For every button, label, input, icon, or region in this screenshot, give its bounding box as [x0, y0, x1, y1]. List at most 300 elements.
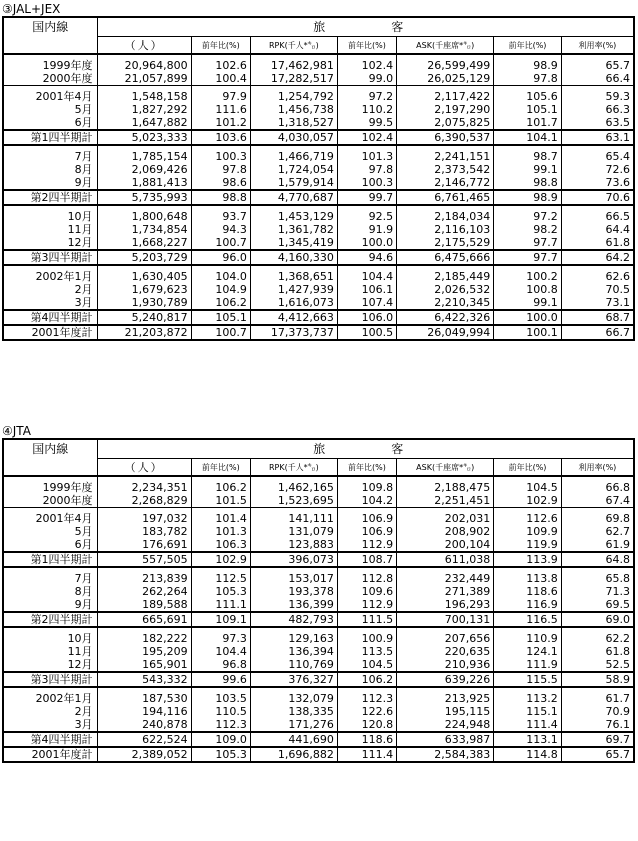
- cell-ask-yoy: 100.0: [494, 310, 561, 325]
- cell-pax: 187,530: [97, 687, 191, 705]
- cell-pax: 21,203,872: [97, 325, 191, 340]
- header-rpk-yoy: 前年比(%): [337, 37, 396, 55]
- cell-lf: 65.4: [561, 145, 634, 163]
- table-row: [3, 705, 634, 718]
- cell-pax: 1,930,789: [97, 296, 191, 310]
- cell-rpk: 17,462,981: [250, 54, 337, 72]
- cell-ask: 224,948: [397, 718, 494, 732]
- cell-rpk-yoy: 110.2: [337, 103, 396, 116]
- table-row: [3, 538, 634, 552]
- cell-pax: 2,268,829: [97, 494, 191, 508]
- cell-ask-yoy: 104.1: [494, 130, 561, 145]
- table-row: [3, 283, 634, 296]
- cell-ask-yoy: 105.1: [494, 103, 561, 116]
- cell-ask: 26,599,499: [397, 54, 494, 72]
- cell-pax-yoy: 104.0: [191, 265, 250, 283]
- cell-rpk-yoy: 102.4: [337, 54, 396, 72]
- row-label: 9月: [3, 176, 97, 190]
- cell-ask-yoy: 98.7: [494, 145, 561, 163]
- cell-lf: 66.7: [561, 325, 634, 340]
- row-label: 3月: [3, 296, 97, 310]
- row-label: 2001年4月: [3, 86, 97, 104]
- cell-rpk: 1,345,419: [250, 236, 337, 250]
- cell-ask-yoy: 100.2: [494, 265, 561, 283]
- cell-rpk: 396,073: [250, 552, 337, 567]
- cell-ask-yoy: 105.6: [494, 86, 561, 104]
- cell-rpk: 482,793: [250, 612, 337, 627]
- cell-ask-yoy: 112.6: [494, 508, 561, 526]
- cell-ask-yoy: 100.1: [494, 325, 561, 340]
- cell-lf: 64.8: [561, 552, 634, 567]
- cell-ask-yoy: 115.5: [494, 672, 561, 687]
- cell-rpk: 1,579,914: [250, 176, 337, 190]
- cell-rpk: 193,378: [250, 585, 337, 598]
- cell-rpk: 4,412,663: [250, 310, 337, 325]
- cell-rpk: 1,616,073: [250, 296, 337, 310]
- table-row: [3, 296, 634, 310]
- cell-rpk: 129,163: [250, 627, 337, 645]
- cell-pax-yoy: 100.3: [191, 145, 250, 163]
- cell-pax-yoy: 105.3: [191, 747, 250, 762]
- cell-ask: 611,038: [397, 552, 494, 567]
- cell-pax-yoy: 101.3: [191, 525, 250, 538]
- table-row: [3, 54, 634, 72]
- row-label: 5月: [3, 103, 97, 116]
- table-row: [3, 145, 634, 163]
- cell-pax: 195,209: [97, 645, 191, 658]
- table-row: [3, 72, 634, 86]
- cell-pax: 1,785,154: [97, 145, 191, 163]
- table-row: [3, 325, 634, 340]
- cell-pax-yoy: 96.0: [191, 250, 250, 265]
- table-row: [3, 585, 634, 598]
- cell-ask-yoy: 98.9: [494, 190, 561, 205]
- cell-pax-yoy: 101.2: [191, 116, 250, 130]
- row-label: 2001年度計: [3, 325, 97, 340]
- cell-ask: 2,251,451: [397, 494, 494, 508]
- cell-lf: 59.3: [561, 86, 634, 104]
- row-label: 9月: [3, 598, 97, 612]
- table-row: [3, 223, 634, 236]
- cell-rpk: 123,883: [250, 538, 337, 552]
- cell-pax: 5,735,993: [97, 190, 191, 205]
- row-label: 12月: [3, 658, 97, 672]
- row-label: 1999年度: [3, 476, 97, 494]
- cell-pax-yoy: 101.5: [191, 494, 250, 508]
- subheader-row: [3, 459, 634, 477]
- row-label: 10月: [3, 627, 97, 645]
- cell-lf: 76.1: [561, 718, 634, 732]
- cell-lf: 63.1: [561, 130, 634, 145]
- table-row: [3, 687, 634, 705]
- cell-lf: 65.7: [561, 747, 634, 762]
- table-jta: [2, 438, 635, 763]
- cell-rpk: 4,770,687: [250, 190, 337, 205]
- header-ask-yoy: 前年比(%): [494, 37, 561, 55]
- cell-ask: 6,390,537: [397, 130, 494, 145]
- cell-lf: 69.7: [561, 732, 634, 747]
- cell-lf: 70.9: [561, 705, 634, 718]
- cell-lf: 65.7: [561, 54, 634, 72]
- row-label: 11月: [3, 645, 97, 658]
- cell-ask: 202,031: [397, 508, 494, 526]
- cell-pax-yoy: 93.7: [191, 205, 250, 223]
- table-row: [3, 732, 634, 747]
- cell-pax-yoy: 96.8: [191, 658, 250, 672]
- header-group: 旅 客: [97, 439, 634, 459]
- cell-lf: 72.6: [561, 163, 634, 176]
- header-rpk-yoy: 前年比(%): [337, 459, 396, 477]
- cell-rpk-yoy: 100.0: [337, 236, 396, 250]
- cell-lf: 61.8: [561, 236, 634, 250]
- cell-pax: 557,505: [97, 552, 191, 567]
- header-ask-yoy: 前年比(%): [494, 459, 561, 477]
- cell-pax-yoy: 100.7: [191, 325, 250, 340]
- cell-ask-yoy: 102.9: [494, 494, 561, 508]
- row-label: 7月: [3, 145, 97, 163]
- cell-ask-yoy: 115.1: [494, 705, 561, 718]
- cell-rpk: 131,079: [250, 525, 337, 538]
- row-label: 2000年度: [3, 72, 97, 86]
- cell-pax-yoy: 110.5: [191, 705, 250, 718]
- cell-ask-yoy: 97.2: [494, 205, 561, 223]
- table-row: [3, 205, 634, 223]
- cell-lf: 62.6: [561, 265, 634, 283]
- table-row: [3, 236, 634, 250]
- row-label: 第4四半期計: [3, 732, 97, 747]
- cell-rpk-yoy: 97.8: [337, 163, 396, 176]
- cell-rpk: 1,466,719: [250, 145, 337, 163]
- table-row: [3, 672, 634, 687]
- cell-ask-yoy: 99.1: [494, 163, 561, 176]
- cell-rpk-yoy: 100.5: [337, 325, 396, 340]
- cell-rpk: 1,254,792: [250, 86, 337, 104]
- table-row: [3, 176, 634, 190]
- row-label: 2月: [3, 283, 97, 296]
- cell-rpk-yoy: 106.1: [337, 283, 396, 296]
- cell-pax-yoy: 106.3: [191, 538, 250, 552]
- cell-pax: 1,679,623: [97, 283, 191, 296]
- cell-rpk-yoy: 104.5: [337, 658, 396, 672]
- row-label: 2001年4月: [3, 508, 97, 526]
- cell-rpk-yoy: 97.2: [337, 86, 396, 104]
- row-label: 10月: [3, 205, 97, 223]
- cell-pax-yoy: 94.3: [191, 223, 250, 236]
- cell-pax: 2,069,426: [97, 163, 191, 176]
- cell-rpk: 4,030,057: [250, 130, 337, 145]
- row-label: 8月: [3, 163, 97, 176]
- cell-ask-yoy: 98.8: [494, 176, 561, 190]
- cell-rpk: 1,523,695: [250, 494, 337, 508]
- header-rpk: RPK(千人*㌔): [250, 37, 337, 55]
- cell-lf: 71.3: [561, 585, 634, 598]
- cell-pax-yoy: 101.4: [191, 508, 250, 526]
- header-pax-yoy: 前年比(%): [191, 37, 250, 55]
- cell-pax: 5,240,817: [97, 310, 191, 325]
- header-region: 国内線: [3, 439, 97, 459]
- cell-ask-yoy: 109.9: [494, 525, 561, 538]
- row-label: 1999年度: [3, 54, 97, 72]
- row-label: 2002年1月: [3, 687, 97, 705]
- cell-ask: 232,449: [397, 567, 494, 585]
- cell-ask-yoy: 113.2: [494, 687, 561, 705]
- cell-ask: 2,117,422: [397, 86, 494, 104]
- cell-rpk: 376,327: [250, 672, 337, 687]
- cell-rpk-yoy: 111.4: [337, 747, 396, 762]
- cell-rpk: 1,696,882: [250, 747, 337, 762]
- cell-rpk: 141,111: [250, 508, 337, 526]
- cell-rpk-yoy: 113.5: [337, 645, 396, 658]
- cell-pax: 194,116: [97, 705, 191, 718]
- cell-rpk: 441,690: [250, 732, 337, 747]
- cell-ask-yoy: 97.7: [494, 236, 561, 250]
- cell-rpk-yoy: 109.8: [337, 476, 396, 494]
- cell-rpk-yoy: 118.6: [337, 732, 396, 747]
- cell-rpk: 1,368,651: [250, 265, 337, 283]
- cell-pax-yoy: 103.6: [191, 130, 250, 145]
- cell-lf: 64.4: [561, 223, 634, 236]
- cell-ask: 2,175,529: [397, 236, 494, 250]
- cell-ask: 2,584,383: [397, 747, 494, 762]
- header-rpk: RPK(千人*㌔): [250, 459, 337, 477]
- table-row: [3, 612, 634, 627]
- cell-pax: 21,057,899: [97, 72, 191, 86]
- table-row: [3, 552, 634, 567]
- cell-pax: 183,782: [97, 525, 191, 538]
- cell-pax-yoy: 105.3: [191, 585, 250, 598]
- table-row: [3, 598, 634, 612]
- cell-lf: 73.6: [561, 176, 634, 190]
- cell-pax-yoy: 104.9: [191, 283, 250, 296]
- cell-pax: 1,548,158: [97, 86, 191, 104]
- cell-ask-yoy: 101.7: [494, 116, 561, 130]
- cell-ask-yoy: 99.1: [494, 296, 561, 310]
- header-ask: ASK(千座席*㌔): [397, 37, 494, 55]
- cell-rpk: 1,453,129: [250, 205, 337, 223]
- table-row: [3, 476, 634, 494]
- cell-rpk-yoy: 112.9: [337, 538, 396, 552]
- table-row: [3, 645, 634, 658]
- cell-rpk: 1,361,782: [250, 223, 337, 236]
- cell-lf: 70.5: [561, 283, 634, 296]
- cell-lf: 70.6: [561, 190, 634, 205]
- cell-ask-yoy: 98.2: [494, 223, 561, 236]
- cell-ask: 2,075,825: [397, 116, 494, 130]
- cell-pax-yoy: 100.4: [191, 72, 250, 86]
- cell-pax-yoy: 105.1: [191, 310, 250, 325]
- cell-rpk-yoy: 122.6: [337, 705, 396, 718]
- cell-ask: 2,185,449: [397, 265, 494, 283]
- cell-ask-yoy: 124.1: [494, 645, 561, 658]
- cell-pax-yoy: 109.1: [191, 612, 250, 627]
- header-load-factor: 利用率(%): [561, 37, 634, 55]
- cell-ask: 6,475,666: [397, 250, 494, 265]
- cell-ask: 2,026,532: [397, 283, 494, 296]
- cell-ask: 2,241,151: [397, 145, 494, 163]
- cell-rpk-yoy: 120.8: [337, 718, 396, 732]
- cell-ask: 6,761,465: [397, 190, 494, 205]
- cell-lf: 69.0: [561, 612, 634, 627]
- cell-pax-yoy: 112.5: [191, 567, 250, 585]
- cell-ask: 2,188,475: [397, 476, 494, 494]
- row-label: 2002年1月: [3, 265, 97, 283]
- cell-pax: 1,668,227: [97, 236, 191, 250]
- cell-ask: 196,293: [397, 598, 494, 612]
- cell-lf: 69.5: [561, 598, 634, 612]
- header-row: [3, 17, 634, 37]
- cell-lf: 69.8: [561, 508, 634, 526]
- cell-rpk-yoy: 106.9: [337, 525, 396, 538]
- cell-rpk: 136,394: [250, 645, 337, 658]
- cell-ask-yoy: 110.9: [494, 627, 561, 645]
- cell-pax-yoy: 102.9: [191, 552, 250, 567]
- cell-pax-yoy: 97.8: [191, 163, 250, 176]
- cell-rpk-yoy: 108.7: [337, 552, 396, 567]
- cell-rpk: 17,373,737: [250, 325, 337, 340]
- cell-ask: 220,635: [397, 645, 494, 658]
- row-label: 6月: [3, 116, 97, 130]
- cell-ask: 639,226: [397, 672, 494, 687]
- cell-rpk-yoy: 106.0: [337, 310, 396, 325]
- table-row: [3, 658, 634, 672]
- cell-ask: 2,146,772: [397, 176, 494, 190]
- cell-pax: 665,691: [97, 612, 191, 627]
- cell-rpk-yoy: 112.8: [337, 567, 396, 585]
- cell-pax: 5,203,729: [97, 250, 191, 265]
- cell-lf: 61.9: [561, 538, 634, 552]
- cell-pax-yoy: 111.1: [191, 598, 250, 612]
- cell-ask: 271,389: [397, 585, 494, 598]
- header-group: 旅 客: [97, 17, 634, 37]
- cell-ask: 213,925: [397, 687, 494, 705]
- table-row: [3, 508, 634, 526]
- cell-rpk: 1,318,527: [250, 116, 337, 130]
- cell-rpk-yoy: 109.6: [337, 585, 396, 598]
- cell-ask-yoy: 113.9: [494, 552, 561, 567]
- cell-lf: 61.8: [561, 645, 634, 658]
- cell-pax-yoy: 102.6: [191, 54, 250, 72]
- cell-rpk-yoy: 111.5: [337, 612, 396, 627]
- cell-rpk-yoy: 112.3: [337, 687, 396, 705]
- row-label: 12月: [3, 236, 97, 250]
- cell-rpk: 1,462,165: [250, 476, 337, 494]
- row-label: 2月: [3, 705, 97, 718]
- cell-pax: 1,881,413: [97, 176, 191, 190]
- row-label: 11月: [3, 223, 97, 236]
- cell-pax: 1,734,854: [97, 223, 191, 236]
- cell-ask-yoy: 97.8: [494, 72, 561, 86]
- cell-lf: 65.8: [561, 567, 634, 585]
- cell-lf: 63.5: [561, 116, 634, 130]
- table-row: [3, 747, 634, 762]
- cell-ask-yoy: 116.5: [494, 612, 561, 627]
- cell-pax: 240,878: [97, 718, 191, 732]
- cell-lf: 61.7: [561, 687, 634, 705]
- cell-pax-yoy: 98.8: [191, 190, 250, 205]
- row-label: 第4四半期計: [3, 310, 97, 325]
- cell-lf: 68.7: [561, 310, 634, 325]
- row-label: 第2四半期計: [3, 190, 97, 205]
- header-row: [3, 439, 634, 459]
- cell-ask-yoy: 111.4: [494, 718, 561, 732]
- cell-rpk: 1,427,939: [250, 283, 337, 296]
- cell-lf: 62.7: [561, 525, 634, 538]
- cell-rpk-yoy: 106.2: [337, 672, 396, 687]
- cell-pax-yoy: 97.3: [191, 627, 250, 645]
- row-label: 第3四半期計: [3, 672, 97, 687]
- row-label: 5月: [3, 525, 97, 538]
- cell-ask: 2,184,034: [397, 205, 494, 223]
- cell-pax: 543,332: [97, 672, 191, 687]
- table-row: [3, 163, 634, 176]
- table-jal: [2, 16, 635, 341]
- cell-rpk: 110,769: [250, 658, 337, 672]
- table-row: [3, 310, 634, 325]
- cell-rpk: 138,335: [250, 705, 337, 718]
- cell-pax: 262,264: [97, 585, 191, 598]
- cell-ask-yoy: 100.8: [494, 283, 561, 296]
- cell-pax: 189,588: [97, 598, 191, 612]
- cell-rpk-yoy: 91.9: [337, 223, 396, 236]
- header-blank: [3, 459, 97, 477]
- cell-pax: 165,901: [97, 658, 191, 672]
- header-ask: ASK(千座席*㌔): [397, 459, 494, 477]
- cell-pax: 213,839: [97, 567, 191, 585]
- row-label: 第1四半期計: [3, 130, 97, 145]
- cell-ask: 2,373,542: [397, 163, 494, 176]
- cell-rpk: 1,724,054: [250, 163, 337, 176]
- cell-pax-yoy: 106.2: [191, 476, 250, 494]
- cell-lf: 73.1: [561, 296, 634, 310]
- cell-lf: 52.5: [561, 658, 634, 672]
- table-row: [3, 103, 634, 116]
- cell-ask-yoy: 114.8: [494, 747, 561, 762]
- cell-lf: 67.4: [561, 494, 634, 508]
- cell-rpk-yoy: 112.9: [337, 598, 396, 612]
- cell-rpk-yoy: 100.3: [337, 176, 396, 190]
- cell-ask: 6,422,326: [397, 310, 494, 325]
- cell-rpk: 136,399: [250, 598, 337, 612]
- cell-ask: 2,210,345: [397, 296, 494, 310]
- cell-lf: 66.5: [561, 205, 634, 223]
- cell-pax-yoy: 112.3: [191, 718, 250, 732]
- cell-pax: 622,524: [97, 732, 191, 747]
- cell-pax: 176,691: [97, 538, 191, 552]
- table-row: [3, 494, 634, 508]
- cell-pax: 2,389,052: [97, 747, 191, 762]
- cell-pax: 182,222: [97, 627, 191, 645]
- cell-pax: 2,234,351: [97, 476, 191, 494]
- header-passengers: （人）: [97, 459, 191, 477]
- table-row: [3, 250, 634, 265]
- cell-pax: 20,964,800: [97, 54, 191, 72]
- cell-ask: 26,049,994: [397, 325, 494, 340]
- row-label: 7月: [3, 567, 97, 585]
- subheader-row: [3, 37, 634, 55]
- cell-ask-yoy: 104.5: [494, 476, 561, 494]
- cell-ask-yoy: 97.7: [494, 250, 561, 265]
- cell-ask: 210,936: [397, 658, 494, 672]
- cell-rpk-yoy: 104.4: [337, 265, 396, 283]
- row-label: 8月: [3, 585, 97, 598]
- cell-rpk-yoy: 99.0: [337, 72, 396, 86]
- cell-ask: 195,115: [397, 705, 494, 718]
- cell-ask: 208,902: [397, 525, 494, 538]
- table-row: [3, 86, 634, 104]
- cell-pax: 1,800,648: [97, 205, 191, 223]
- row-label: 2000年度: [3, 494, 97, 508]
- row-label: 6月: [3, 538, 97, 552]
